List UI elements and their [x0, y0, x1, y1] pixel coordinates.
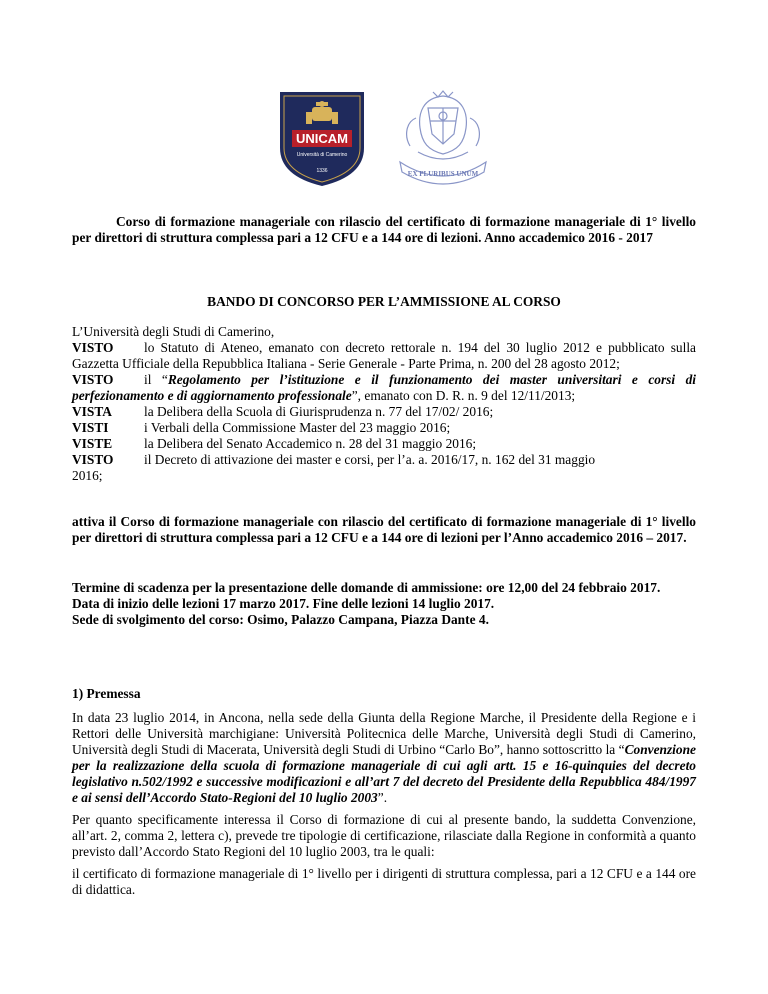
- venue-text: Sede di svolgimento del corso: Osimo, Palazzo Campana, Piazza Dante 4.: [72, 612, 489, 627]
- premessa-paragraph-3: il certificato di formazione manageriale di 1° livello per i dirigenti di struttura complessa, pari a 12 CFU e a 144 ore di didattica.: [72, 866, 696, 897]
- unicam-logo-name: UNICAM: [296, 131, 348, 146]
- unicam-logo-year: 1336: [316, 168, 328, 174]
- premessa-p1-post: ”.: [377, 790, 388, 805]
- visto-section: [72, 324, 696, 484]
- visti-text: i Verbali della Commissione Master del 23 maggio 2016;: [144, 420, 451, 435]
- convenzione-title: Convenzione per la realizzazione della scuola di formazione manageriale di cui agli artt. 15 e 16-quinquies del decreto legislativo n.502/1992 e successive modificazioni e all’art 7 del decreto del Presidente della Repubblica 484/1997 e ai sensi dell’Accordo Stato-Regioni del 10 luglio 2003: [72, 742, 696, 805]
- seal-motto: EX PLURIBUS UNUM: [407, 170, 479, 178]
- premessa-heading: 1) Premessa: [72, 686, 141, 701]
- premessa-paragraph-1: [72, 710, 696, 806]
- visti-keyword: VISTI: [72, 420, 109, 435]
- unicam-logo: [276, 90, 368, 188]
- visto-keyword: VISTO: [72, 372, 114, 387]
- visti-verbali: [72, 420, 696, 436]
- header-logos: [276, 88, 536, 193]
- key-dates: [72, 580, 696, 628]
- bando-heading: BANDO DI CONCORSO PER L’AMMISSIONE AL CORSO: [207, 294, 561, 309]
- premessa-body: [72, 710, 696, 904]
- deadline-text: Termine di scadenza per la presentazione delle domande di ammissione: ore 12,00 del 24 febbraio 2017.: [72, 580, 661, 595]
- unicam-logo-sub: Università di Camerino: [296, 152, 348, 158]
- seal-logo: [388, 88, 498, 193]
- visto-keyword: VISTO: [72, 340, 114, 355]
- viste-delibera: [72, 436, 696, 452]
- visto-decreto-cont: 2016;: [72, 468, 103, 483]
- course-title: Corso di formazione manageriale con rilascio del certificato di formazione manageriale di 1° livello per direttori di struttura complessa pari a 12 CFU e a 144 ore di lezioni. Anno accademico 2016 - 2017: [72, 214, 696, 245]
- intro-opening: L’Università degli Studi di Camerino,: [72, 324, 275, 339]
- visto-regolamento: [72, 372, 696, 404]
- visto-decreto-text: il Decreto di attivazione dei master e corsi, per l’a. a. 2016/17, n. 162 del 31 maggio: [144, 452, 596, 467]
- visto-statuto: [72, 340, 696, 372]
- visto-keyword: VISTO: [72, 452, 114, 467]
- visto-regolamento-post: ”, emanato con D. R. n. 9 del 12/11/2013;: [351, 388, 576, 403]
- activation-statement: attiva il Corso di formazione manageriale con rilascio del certificato di formazione manageriale di 1° livello per direttori di struttura complessa pari a 12 CFU e a 144 ore di lezioni per l’Anno accademico 2016 – 2017.: [72, 514, 696, 545]
- premessa-paragraph-2: Per quanto specificamente interessa il Corso di formazione di cui al presente bando, la suddetta Convenzione, all’art. 2, comma 2, lettera c), prevede tre tipologie di certificazione, rilasciate dalla Regione in conformità a quanto previsto dall’Accordo Stato Regioni del 10 luglio 2003, tra le quali:: [72, 812, 696, 859]
- viste-text: la Delibera del Senato Accademico n. 28 del 31 maggio 2016;: [144, 436, 477, 451]
- vista-keyword: VISTA: [72, 404, 112, 419]
- vista-text: la Delibera della Scuola di Giurisprudenza n. 77 del 17/02/ 2016;: [144, 404, 494, 419]
- visto-statuto-text: lo Statuto di Ateneo, emanato con decreto rettorale n. 194 del 30 luglio 2012 e pubblicato sulla Gazzetta Ufficiale della Repubblica Italiana - Serie Generale - Parte Prima, n. 200 del 28 agosto 2012;: [72, 340, 696, 371]
- vista-delibera: [72, 404, 696, 420]
- lessons-dates: Data di inizio delle lezioni 17 marzo 2017. Fine delle lezioni 14 luglio 2017.: [72, 596, 495, 611]
- premessa-p1-pre: In data 23 luglio 2014, in Ancona, nella sede della Giunta della Regione Marche, il Presidente della Regione e i Rettori delle Università marchigiane: Università Politecnica delle Marche, Università degli Studi di Camerino, Università degli Studi di Macerata, Università degli Studi di Urbino “Carlo Bo”, hanno sottoscritto la “: [72, 710, 696, 757]
- regolamento-title: Regolamento per l’istituzione e il funzionamento dei master universitari e corsi di perfezionamento e di aggiornamento professionale: [72, 372, 696, 403]
- visto-regolamento-pre: il “: [144, 372, 168, 387]
- visto-decreto: [72, 452, 696, 468]
- viste-keyword: VISTE: [72, 436, 113, 451]
